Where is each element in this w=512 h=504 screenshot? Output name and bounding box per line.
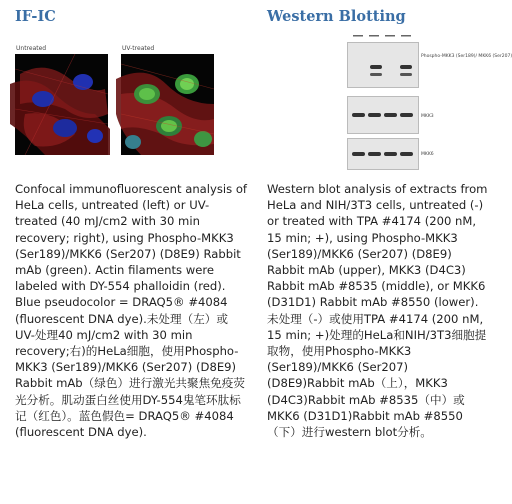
- blot-label-mkk6: MKK6: [421, 152, 434, 157]
- western-blotting-title: Western Blotting: [267, 8, 406, 25]
- band: [370, 65, 382, 69]
- if-image-untreated[interactable]: [15, 54, 108, 155]
- blot-panel-mkk3: [347, 96, 419, 134]
- if-ic-title: IF-IC: [15, 8, 56, 25]
- western-blot-image[interactable]: [341, 30, 512, 170]
- band: [400, 152, 413, 156]
- band: [352, 113, 365, 117]
- band: [400, 113, 413, 117]
- band: [370, 73, 382, 76]
- if-image-uv-treated[interactable]: [121, 54, 214, 155]
- lane-header-marks: [347, 32, 417, 40]
- blot-label-mkk3: MKK3: [421, 114, 434, 119]
- western-blotting-caption: Western blot analysis of extracts from HeLa and NIH/3T3 cells, untreated (-) or treated with TPA #4174 (200 nM, 15 min; +), using Phospho-MKK3 (Ser189)/MKK6 (Ser207) (D8E9) Rabbit mAb (upper), MKK3 (D4C3) Rabbit mAb #8535 (middle), or MKK6 (D31D1) Rabbit mAb #8550 (lower).未处理（-）或使用TPA #4174 (200 nM, 15 min; +)处理的HeLa和NIH/3T3细胞提取物，使用Phospho-MKK3 (Ser189)/MKK6 (Ser207) (D8E9)Rabbit mAb（上），MKK3 (D4C3)Rabbit mAb #8535（中）或MKK6 (D31D1)Rabbit mAb #8550（下）进行western blot分析。: [267, 182, 488, 440]
- band: [368, 152, 381, 156]
- band: [384, 152, 397, 156]
- if-ic-caption: Confocal immunofluorescent analysis of HeLa cells, untreated (left) or UV-treated (40 mJ/cm2 with 30 min recovery; right), using Phospho-MKK3 (Ser189)/MKK6 (Ser207) (D8E9) Rabbit mAb (green). Actin filaments were labeled with DY-554 phalloidin (red). Blue pseudocolor = DRAQ5® #4084 (fluorescent DNA dye).未处理（左）或UV-处理40 mJ/cm2 with 30 min recovery;右)的HeLa细胞，使用Phospho-MKK3 (Ser189)/MKK6 (Ser207) (D8E9) Rabbit mAb（绿色）进行激光共聚焦免疫荧光分析。肌动蛋白丝使用DY-554鬼笔环肽标记（红色）。蓝色假色= DRAQ5® #4084 (fluorescent DNA dye).: [15, 182, 248, 440]
- band: [400, 73, 412, 76]
- band: [368, 113, 381, 117]
- band: [400, 65, 412, 69]
- untreated-label: Untreated: [16, 45, 47, 52]
- blot-label-phospho: Phospho-MKK3 (Ser189)/ MKK6 (Ser207): [421, 54, 512, 59]
- blot-panel-phospho: [347, 42, 419, 88]
- band: [352, 152, 365, 156]
- uv-treated-label: UV-treated: [122, 45, 155, 52]
- blot-panel-mkk6: [347, 138, 419, 170]
- band: [384, 113, 397, 117]
